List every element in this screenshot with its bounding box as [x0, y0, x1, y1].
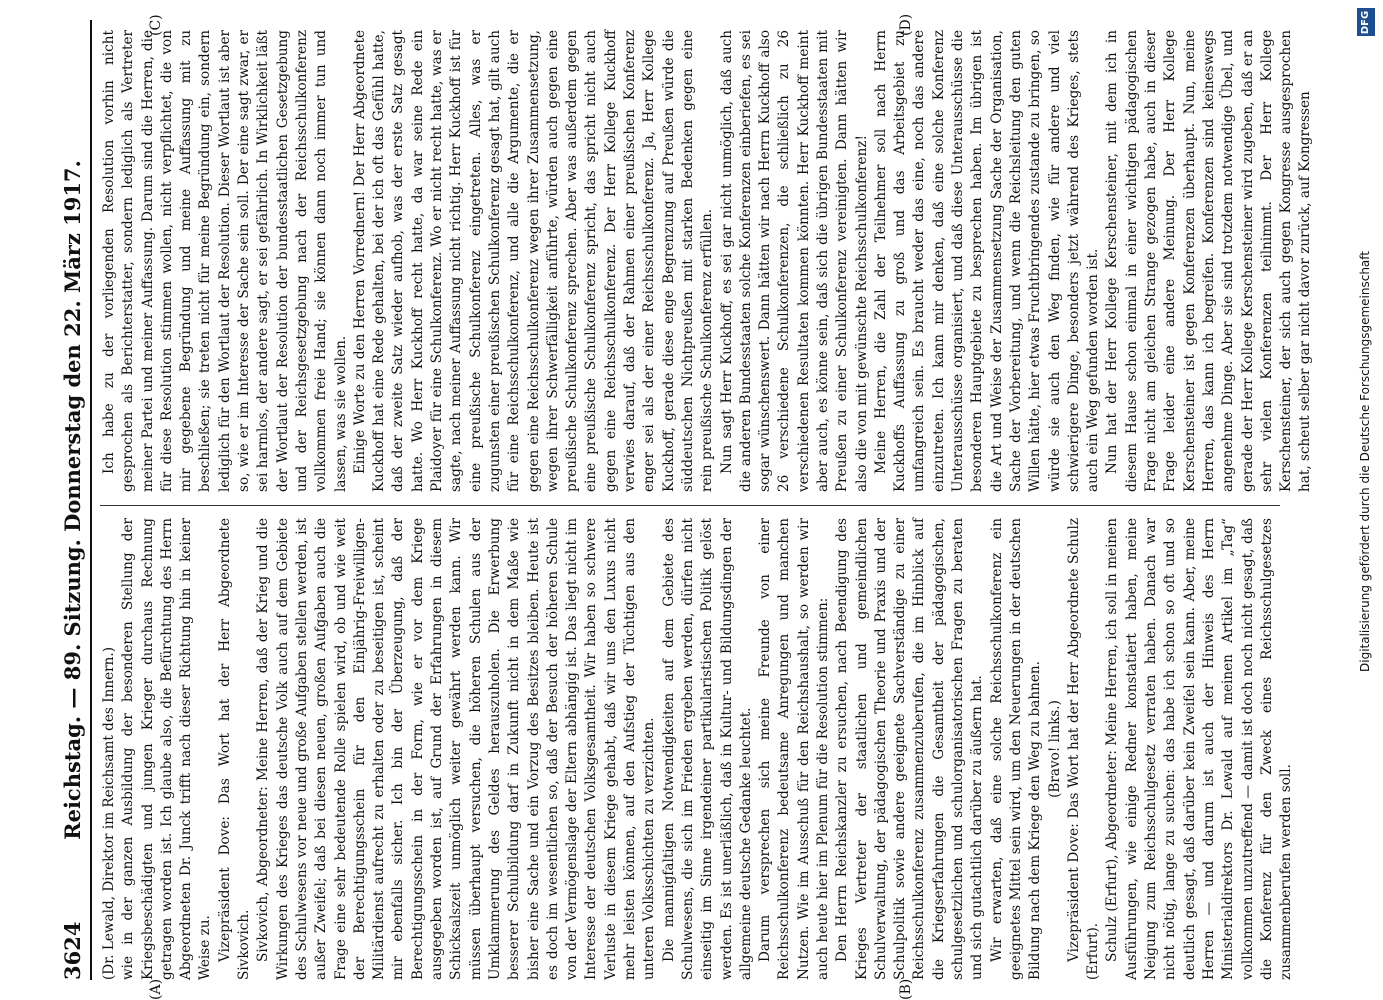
left-column-paragraph: Die mannigfaltigen Notwendigkeiten auf dem Gebiete des Schulwesens, die sich im Frieden ergeben werden, dürfen nicht einseitig im Sinne irgendeiner partikularistischen Politik gelöst werden. Es ist unerläßlich, daß in Kultur- und Bildungsdingen der allgemeine deutsche Gedanke leuchtet.	[660, 518, 754, 980]
left-column-paragraph: Den Herrn Reichskanzler zu ersuchen, nach Beendigung des Krieges Vertreter der staatlichen und gemeindlichen Schulverwaltung, der pädagogischen Theorie und Praxis und der Schulpolitik sowie andere geeignete Sachverständige zu einer Reichsschulkonferenz zusammenzuberufen, die im Hinblick auf die Kriegserfahrungen die Gesamtheit der pädagogischen, schulgesetzlichen und schulorganisatorischen Fragen zu beraten und sich gutachtlich darüber zu äußern hat.	[834, 518, 986, 980]
right-column-paragraph: Nun sagt Herr Kuckhoff, es sei gar nicht unmöglich, daß auch die anderen Bundesstaaten solche Konferenzen einberiefen, es sei sogar wünschenswert. Dann hätten wir nach Herrn Kuckhoff also 26 verschiedene Schulkonferenzen, die schließlich zu 26 verschiedenen Resultaten kommen könnten. Herr Kuckhoff meint aber auch, es könne sein, daß sich die übrigen Bundesstaaten mit Preußen zu einer Schulkonferenz vereinigten. Dann hätten wir also die von mit gewünschte Reichsschulkonferenz!	[718, 30, 870, 492]
page-header	[56, 20, 92, 980]
right-column-paragraph: Einige Worte zu den Herren Vorrednern! Der Herr Abgeordnete Kuckhoff hat eine Rede gehalten, bei der ich oft das Gefühl hatte, daß der zweite Satz wieder aufhob, was der erste Satz gesagt hatte. Wo Herr Kuckhoff recht hatte, da war seine Rede ein Plaidoyer für eine Schulkonferenz. Wo er nicht recht hatte, was er sagte, nach meiner Auffassung nicht richtig. Herr Kuckhoff ist für eine preußische Schulkonferenz eingetreten. Alles, was er zugunsten einer preußischen Schulkonferenz gesagt hat, gilt auch für eine Reichsschulkonferenz, und alle die Argumente, die er gegen eine Reichsschulkonferenz wegen ihrer Zusammensetzung, wegen ihrer Schwerfälligkeit anführte, würden auch gegen eine preußische Schulkonferenz sprechen. Aber was außerdem gegen eine preußische Schulkonferenz spricht, das spricht nicht auch gegen eine Reichsschulkonferenz. Der Herr Kollege Kuckhoff verwies darauf, daß der Rahmen einer preußischen Konferenz enger sei als der einer Reichsschulkonferenz. Ja, Herr Kollege Kuckhoff, gerade diese enge Begrenzung auf Preußen würde die süddeutschen Nichtpreußen mit starken Bedenken gegen eine rein preußische Schulkonferenz erfüllen.	[351, 30, 716, 492]
left-column	[100, 518, 1295, 980]
left-column-paragraph: Schulz (Erfurt), Abgeordneter: Meine Herren, ich soll in meinen Ausführungen, wie einige Redner konstatiert haben, meine Neigung zum Reichsschulgesetz verraten haben. Danach war nicht nötig, lange zu suchen: das habe ich schon so oft und so deutlich gesagt, daß darüber kein Zweifel sein kann. Aber, meine Herren — und darum ist auch der Hinweis des Herrn Ministerialdirektors Dr. Lewald auf meinen Artikel im „Tag“ vollkommen unzutreffend — damit ist doch noch nicht gesagt, daß die Konferenz für den Zweck eines Reichsschulgesetzes zusammenberufen werden soll.	[1104, 518, 1295, 980]
left-column-paragraph: Vizepräsident Dove: Das Wort hat der Herr Abgeordnete Sivkovich.	[216, 518, 253, 980]
column-divider	[100, 505, 1280, 506]
dfg-logo	[1357, 8, 1375, 36]
dfg-logo-text: DFG	[1360, 10, 1372, 34]
left-column-paragraph: (Dr. Lewald, Direktor im Reichsamt des Innern.)	[101, 647, 117, 980]
left-column-paragraph: Vizepräsident Dove: Das Wort hat der Herr Abgeordnete Schulz (Erfurt).	[1065, 518, 1102, 980]
margin-mark-c: (C)	[148, 14, 164, 36]
left-column-paragraph: (Bravo! links.)	[1046, 700, 1063, 798]
right-column-paragraph: Ich habe zu der vorliegenden Resolution vorhin nicht gesprochen als Berichterstatter, sondern lediglich als Vertreter meiner Partei und meiner Auffassung. Darum sind die Herren, die für diese Resolution stimmen wollen, nicht verpflichtet, die von mir gegebene Begründung und meine Auffassung mit zu beschließen; sie treten nicht für meine Begründung ein, sondern lediglich für den Wortlaut der Resolution. Dieser Wortlaut ist aber so, wie er im Interesse der Sache sein soll. Der eine sagt zwar, er sei harmlos, der andere sagt, er sei gefährlich. In Wirklichkeit läßt der Wortlaut der Resolution der bundesstaatlichen Gesetzgebung und der Reichsgesetzgebung nach der Reichsschulkonferenz vollkommen freie Hand; sie können dann noch immer tun und lassen, was sie wollen.	[101, 30, 349, 492]
right-column	[100, 30, 1314, 492]
left-column-paragraph: Darum versprechen sich meine Freunde von einer Reichsschulkonferenz bedeutsame Anregungen und manchen Nutzen. Wie im Ausschuß für den Reichshaushalt, so werden wir auch heute hier im Plenum für die Resolution stimmen:	[757, 518, 831, 980]
page-body	[56, 13, 1314, 1000]
margin-mark-a: (A)	[148, 978, 164, 1000]
digitization-credit	[1354, 8, 1376, 992]
credit-text: Digitalisierung gefördert durch die Deutsche Forschungsgemeinschaft	[1358, 250, 1372, 672]
session-title: Reichstag. — 89. Sitzung. Donnerstag den 22. März 1917.	[60, 160, 85, 840]
margin-mark-b: (B)	[898, 978, 914, 1000]
page-number: 3624	[60, 921, 85, 980]
left-column-paragraph: Wir erwarten, daß eine solche Reichsschulkonferenz ein geeignetes Mittel sein wird, um den Neuerungen in der deutschen Bildung nach dem Kriege den Weg zu bahnen.	[988, 518, 1044, 980]
right-column-paragraph: Nun hat der Herr Kollege Kerschensteiner, mit dem ich in diesem Hause schon einmal in einer wichtigen pädagogischen Frage nicht am gleichen Strange gezogen habe, auch in dieser Frage leider eine andere Meinung. Der Herr Kollege Kerschensteiner ist gegen Konferenzen überhaupt. Nun, meine Herren, das kann ich begreifen. Konferenzen sind keineswegs angenehme Dinge. Aber sie sind trotzdem notwendige Übel, und gerade der Herr Kollege Kerschensteiner wird zugeben, daß er an sehr vielen Konferenzen teilnimmt. Der Herr Kollege Kerschensteiner, der sich auch gegen Kongresse ausgesprochen hat, scheut selber gar nicht davor zurück, auf Kongressen	[1104, 30, 1314, 492]
right-column-paragraph: Meine Herren, die Zahl der Teilnehmer soll nach Herrn Kuckhoffs Auffassung zu groß und das Arbeitsgebiet zu umfangreich sein. Es braucht weder das eine, noch das andere einzutreten. Ich kann mir denken, daß eine solche Konferenz Unterausschüsse organisiert, und daß diese Unterausschüsse die besonderen Hauptgebiete zu besprechen haben. Im übrigen ist die Art und Weise der Zusammensetzung Sache der Organisation, Sache der Vorbereitung, und wenn die Reichsleitung den guten Willen hätte, hier etwas Fruchtbringendes zustande zu bringen, so würde sie auch den Weg finden, wie für andere und viel schwierigere Dinge, besonders jetzt während des Krieges, stets auch ein Weg gefunden worden ist.	[872, 30, 1102, 492]
left-column-paragraph: Sivkovich, Abgeordneter: Meine Herren, daß der Krieg und die Wirkungen des Krieges das deutsche Volk auch auf dem Gebiete des Schulwesens vor neue und große Aufgaben stellen werden, ist außer Zweifel; daß bei diesen neuen, großen Aufgaben auch die Frage eine sehr bedeutende Rolle spielen wird, ob und wie weit der Berechtigungsschein für den Einjährig-Freiwilligen-Militärdienst aufrecht zu erhalten oder zu beseitigen ist, scheint mir ebenfalls sicher. Ich bin der Überzeugung, daß der Berechtigungsschein in der Form, wie er vor dem Kriege ausgegeben worden ist, auf Grund der Erfahrungen in diesem Schicksalszeit unmöglich weiter gewährt werden kann. Wir müssen überhaupt versuchen, die höheren Schulen aus der Umklammerung des Geldes herauszuholen. Die Erwerbung besserer Schulbildung darf in Zukunft nicht in dem Maße wie bisher eine Sache und ein Vorzug des Besitzes bleiben. Heute ist es doch im wesentlichen so, daß der Besuch der höheren Schule von der Vermögenslage der Eltern abhängig ist. Das liegt nicht im Interesse der deutschen Volksgesamtheit. Wir haben so schwere Verluste in diesem Kriege gehabt, daß wir uns den Luxus nicht mehr leisten können, auf den Aufstieg der Tüchtigen aus den unteren Volksschichten zu verzichten.	[255, 518, 658, 980]
margin-mark-d: (D)	[898, 13, 914, 36]
left-column-paragraph: wie in der ganzen Ausbildung der besonderen Stellung der Kriegsbeschädigten und jungen Krieger durchaus Rechnung getragen worden ist. Ich glaube also, die Befürchtung des Herrn Abgeordneten Dr. Junck trifft nach dieser Richtung hin in keiner Weise zu.	[120, 518, 214, 980]
